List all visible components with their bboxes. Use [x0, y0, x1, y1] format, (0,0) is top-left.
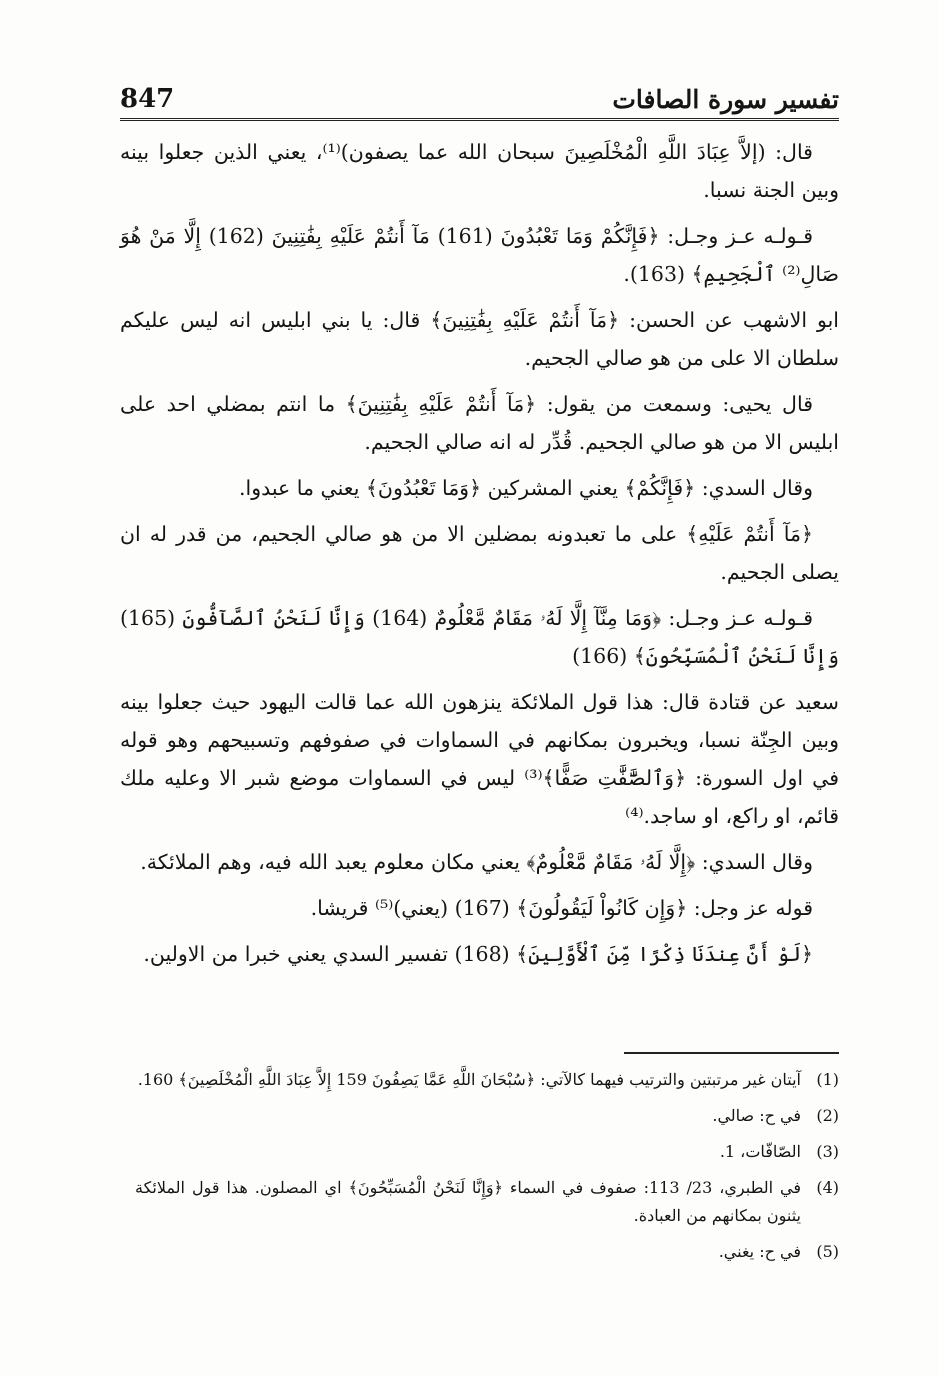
footnote — [135, 1102, 839, 1130]
footnote-text: في الطبري، 23/ 113: صفوف في السماء ﴿وَإِنَّا لَنَحْنُ الْمُسَبِّحُونَ﴾ اي المصلون. هذا قول الملائكة يثنون بمكانهم من العبادة. — [135, 1178, 801, 1225]
footnotes — [135, 1066, 839, 1274]
paragraph: ﴿لَوْ أَنَّ عِندَنَا ذِكْرًا مِّنَ ٱلْأَوَّلِينَ﴾ (168) تفسير السدي يعني خبرا من الاولين. — [143, 942, 813, 966]
running-title: تفسير سورة الصافات — [612, 85, 839, 114]
footnote — [135, 1174, 839, 1230]
paragraph: قال يحيى: وسمعت من يقول: ﴿مَآ أَنتُمْ عَلَيْهِ بِفَٰتِنِينَ﴾ ما انتم بمضلي احد على ابليس الا من هو صالي الجحيم. قُدِّر له انه صالي الجحيم. — [120, 392, 839, 454]
paragraph: وقال السدي: ﴿إِلَّا لَهُۥ مَقَامٌ مَّعْلُومٌ﴾ يعني مكان معلوم يعبد الله فيه، وهم الملائكة. — [140, 850, 813, 874]
paragraph: سعيد عن قتادة قال: هذا قول الملائكة ينزهون الله عما قالت اليهود حيث جعلوا بينه وبين الجِنّة نسبا، ويخبرون بمكانهم في السماوات في صفوفهم وتسبيحهم وهو قوله في اول السورة: ﴿وَٱلصَّٰٓفَّٰتِ صَفًّا﴾⁽³⁾ ليس في السماوات موضع شبر الا وعليه ملك قائم، او راكع، او ساجد.⁽⁴⁾ — [120, 690, 839, 828]
footnote — [135, 1066, 839, 1094]
footnote-number: (3) — [816, 1142, 839, 1161]
footnote-number: (4) — [816, 1178, 839, 1197]
footnote — [135, 1238, 839, 1266]
footnote-number: (5) — [816, 1242, 839, 1261]
footnote-divider — [624, 1052, 839, 1054]
footnote-text: في ح: يغني. — [718, 1242, 801, 1261]
footnote-number: (1) — [816, 1070, 839, 1089]
main-text — [120, 133, 839, 981]
footnote-text: الصّافّات، 1. — [719, 1142, 801, 1161]
paragraph: قـولـه عـز وجـل: ﴿فَإِنَّكُمْ وَمَا تَعْبُدُونَ (161) مَآ أَنتُمْ عَلَيْهِ بِفَٰتِنِينَ (162) إِلَّا مَنْ هُوَ صَالِ⁽²⁾ ٱلْجَحِيمِ﴾ (163). — [120, 224, 839, 286]
paragraph: وقال السدي: ﴿فَإِنَّكُمْ﴾ يعني المشركين ﴿وَمَا تَعْبُدُونَ﴾ يعني ما عبدوا. — [238, 476, 813, 500]
paragraph: قوله عز وجل: ﴿وَإِن كَانُواْ لَيَقُولُونَ﴾ (167) (يعني)⁽⁵⁾ قريشا. — [310, 896, 813, 920]
footnote-text: آيتان غير مرتبتين والترتيب فيهما كالآتي: ﴿سُبْحَانَ اللَّهِ عَمَّا يَصِفُونَ 159 إِلاَّ عِبَادَ اللَّهِ الْمُخْلَصِينَ﴾ 160. — [137, 1070, 801, 1089]
footnote-text: في ح: صالي. — [712, 1106, 801, 1125]
paragraph: ﴿مَآ أَنتُمْ عَلَيْهِ﴾ على ما تعبدونه بمضلين الا من هو صالي الجحيم، من قدر له ان يصلى الجحيم. — [120, 522, 839, 584]
paragraph: ابو الاشهب عن الحسن: ﴿مَآ أَنتُمْ عَلَيْهِ بِفَٰتِنِينَ﴾ قال: يا بني ابليس انه ليس عليكم سلطان الا على من هو صالي الجحيم. — [120, 308, 839, 370]
page-number: 847 — [120, 84, 175, 114]
paragraph: قـولـه عـز وجـل: ﴿وَمَا مِنَّآ إِلَّا لَهُۥ مَقَامٌ مَّعْلُومٌ (164) وَإِنَّا لَنَحْنُ ٱلصَّآفُّونَ (165) وَإِنَّا لَنَحْنُ ٱلْمُسَبِّحُونَ﴾ (166) — [120, 606, 839, 668]
paragraph: قال: (إلاَّ عِبَادَ اللَّهِ الْمُخْلَصِينَ سبحان الله عما يصفون)⁽¹⁾، يعني الذين جعلوا بينه وبين الجنة نسبا. — [120, 140, 839, 202]
footnote — [135, 1138, 839, 1166]
page-header — [120, 80, 839, 121]
footnote-number: (2) — [816, 1106, 839, 1125]
